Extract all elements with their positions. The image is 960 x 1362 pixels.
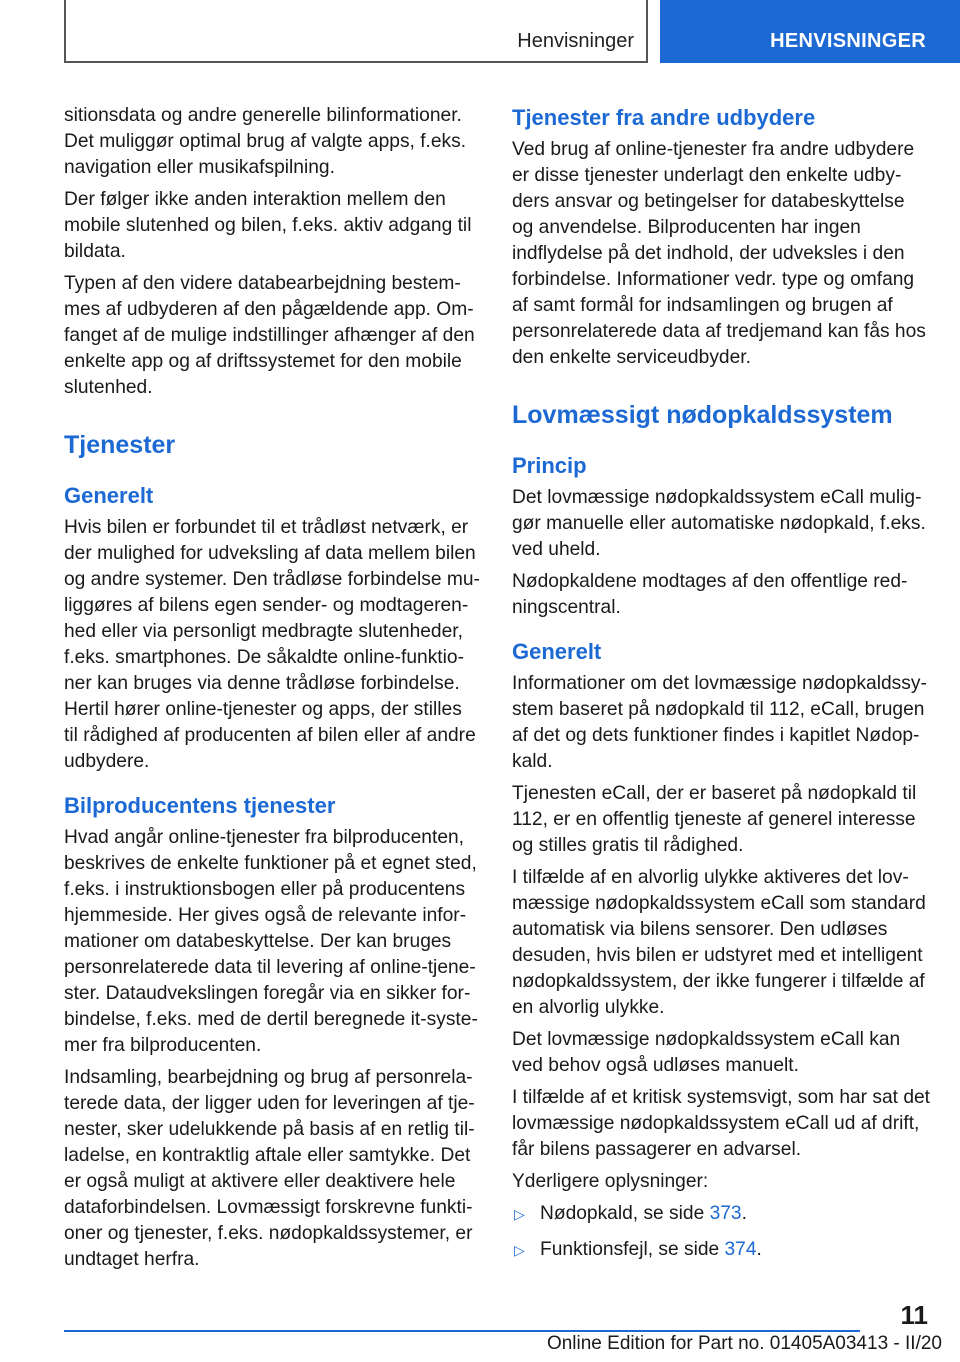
heading-generelt: Generelt <box>512 639 602 664</box>
paragraph: Det lovmæssige nødopkaldssystem eCall muliggør manuelle eller automatiske nødopkald, f.eks. ved uheld. <box>512 487 926 560</box>
heading-tjenester: Tjenester <box>64 431 176 459</box>
reference-list <box>512 1201 930 1263</box>
header-section-label: Henvisninger <box>517 30 634 52</box>
paragraph: Yderligere oplysninger: <box>512 1171 709 1192</box>
page-link-374[interactable]: 374 <box>724 1239 757 1260</box>
footer-edition-text: Online Edition for Part no. 01405A03413 - II/20 <box>546 1333 942 1354</box>
triangle-bullet-icon: ▷ <box>514 1206 525 1222</box>
reference-end: . <box>756 1239 762 1260</box>
page-number: 11 <box>900 1300 928 1330</box>
heading-bilproducentens-tjenester: Bilproducentens tjenester <box>64 793 336 818</box>
paragraph: sitionsdata og andre generelle bilinformationer. Det muliggør optimal brug af valgte apps, f.eks. navigation eller musikafspilning. <box>64 105 467 178</box>
page-link-373[interactable]: 373 <box>709 1203 742 1224</box>
heading-lovmaessigt-nodopkaldssystem: Lovmæssigt nødopkaldssystem <box>512 401 893 429</box>
footer-divider <box>64 1330 860 1332</box>
list-item <box>512 1201 930 1227</box>
paragraph: Tjenesten eCall, der er baseret på nødopkald til 112, er en offentlig tjeneste af generel interesse og stilles gratis til rådighed. <box>512 783 917 856</box>
header-chapter-tab[interactable] <box>660 0 960 63</box>
heading-princip: Princip <box>512 453 587 478</box>
paragraph: Ved brug af online-tjenester fra andre udbydere er disse tjenester underlagt den enkelte udbyders ansvar og betingelser for databeskyttelse og anvendelse. Bilproducenten har ingen indflydelse på det indhold, der udveksles i den forbindelse. Informationer vedr. type og omfang af samt formål for indsamlingen og brugen af personrelaterede data af tredjemand kan fås hos den enkelte serviceudbyder. <box>512 139 926 368</box>
paragraph: Informationer om det lovmæssige nødopkaldssystem baseret på nødopkald til 112, eCall, brugen af det og dets funktioner findes i kapitlet Nødopkald. <box>512 673 927 772</box>
reference-text: Funktionsfejl, se side <box>540 1239 725 1260</box>
paragraph: Hvis bilen er forbundet til et trådløst netværk, er der mulighed for udveksling af data mellem bilen og andre systemer. Den trådløse forbindelse muliggøres af bilens egen sender- og modtagerenhed eller via personligt medbragte slutenheder, f.eks. smartphones. De såkaldte online-funktioner kan bruges via denne trådløse forbindelse. Hertil hører online-tjenester og apps, der stilles til rådighed af producenten af bilen eller af andre udbydere. <box>64 517 480 772</box>
paragraph: Hvad angår online-tjenester fra bilproducenten, beskrives de enkelte funktioner på et egnet sted, f.eks. i instruktionsbogen eller på producentens hjemmeside. Her gives også de relevante informationer om databeskyttelse. Der kan bruges personrelaterede data til levering af online-tjenester. Dataudvekslingen foregår via en sikker forbindelse, f.eks. med de dertil beregnede it-systemer fra bilproducenten. <box>64 827 478 1056</box>
triangle-bullet-icon: ▷ <box>514 1242 525 1258</box>
left-column <box>64 103 480 1279</box>
heading-tjenester-fra-andre-udbydere: Tjenester fra andre udbydere <box>512 105 816 130</box>
paragraph: Nødopkaldene modtages af den offentlige redningscentral. <box>512 571 908 618</box>
right-column <box>512 103 930 1273</box>
header-chapter-label: HENVISNINGER <box>770 30 926 52</box>
paragraph: Der følger ikke anden interaktion mellem den mobile slutenhed og bilen, f.eks. aktiv adgang til bildata. <box>64 189 472 262</box>
header-section-box <box>64 0 648 63</box>
heading-generelt: Generelt <box>64 483 154 508</box>
paragraph: I tilfælde af et kritisk systemsvigt, som har sat det lovmæssige nødopkaldssystem eCall ud af drift, får bilens passagerer en advarsel. <box>512 1087 930 1160</box>
paragraph: Typen af den videre databearbejdning bestemmes af udbyderen af den pågældende app. Omfanget af de mulige indstillinger afhænger af den enkelte app og af driftssystemet for den mobile slutenhed. <box>64 273 475 398</box>
reference-text: Nødopkald, se side <box>540 1203 710 1224</box>
paragraph: I tilfælde af en alvorlig ulykke aktiveres det lovmæssige nødopkaldssystem eCall som standard automatisk via bilens sensorer. Den udløses desuden, hvis bilen er udstyret med et intelligent nødopkaldssystem, der ikke fungerer i tilfælde af en alvorlig ulykke. <box>512 867 926 1018</box>
paragraph: Det lovmæssige nødopkaldssystem eCall kan ved behov også udløses manuelt. <box>512 1029 901 1076</box>
reference-end: . <box>741 1203 747 1224</box>
paragraph: Indsamling, bearbejdning og brug af personrelaterede data, der ligger uden for leveringen af tjenester, sker udelukkende på basis af en retlig tilladelse, en kontraktlig aftale eller samtykke. Det er også muligt at aktivere eller deaktivere hele dataforbindelsen. Lovmæssigt forskrevne funktioner og tjenester, f.eks. nødopkaldssystemer, er undtaget herfra. <box>64 1067 475 1270</box>
list-item <box>512 1237 930 1263</box>
